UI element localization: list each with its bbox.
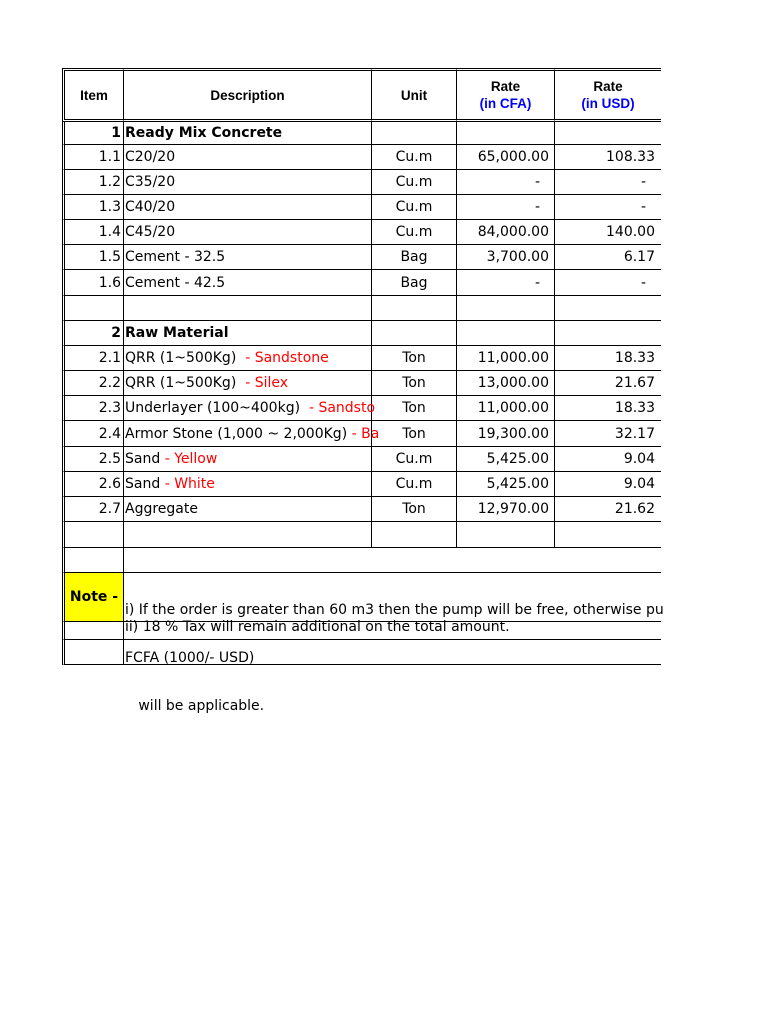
description-cell [124, 447, 372, 472]
description-text: C20/20 [125, 149, 176, 165]
rate-usd-text: 9.04 [623, 451, 655, 467]
rate-cfa-text: 65,000.00 [477, 149, 549, 165]
rate-cfa-cell [457, 195, 555, 220]
unit-cell [372, 220, 457, 245]
header-item-label: Item [80, 87, 108, 103]
table-row [62, 145, 661, 170]
description-text: Underlayer (100~400kg) [125, 400, 309, 416]
unit-text: Ton [402, 425, 426, 442]
table-row [62, 396, 661, 421]
rate-usd-text: 6.17 [623, 249, 655, 265]
unit-cell [372, 145, 457, 170]
item-cell [62, 296, 124, 321]
rate-usd-cell [555, 270, 661, 296]
rate-cfa-text: 12,970.00 [477, 501, 549, 517]
header-rate-usd-cell [555, 68, 661, 122]
blank-row [62, 296, 661, 321]
rate-usd-cell [555, 170, 661, 195]
unit-cell [372, 447, 457, 472]
table-row [62, 170, 661, 195]
rate-cfa-cell [457, 170, 555, 195]
rate-cfa-cell [457, 122, 555, 145]
item-cell [62, 640, 124, 665]
description-cell [124, 421, 380, 447]
item-text: 1 [111, 125, 121, 141]
item-cell [62, 245, 124, 270]
unit-cell [372, 346, 457, 371]
rate-usd-cell [555, 396, 661, 421]
unit-text: Ton [402, 375, 426, 391]
unit-cell [372, 122, 457, 145]
table-row [62, 472, 661, 497]
item-text: 2.6 [98, 476, 121, 492]
item-text: 1.2 [98, 174, 121, 190]
item-cell [62, 220, 124, 245]
item-text: 2.4 [98, 425, 121, 442]
description-cell [124, 245, 372, 270]
rate-usd-text: 108.33 [606, 149, 655, 165]
description-accent-text: - Ba [351, 425, 380, 442]
rate-usd-text: 18.33 [614, 350, 655, 366]
rate-cfa-cell [457, 396, 555, 421]
description-cell [124, 270, 372, 296]
table-row [62, 447, 661, 472]
unit-cell [372, 321, 457, 346]
section-row [62, 122, 661, 145]
description-cell [124, 195, 372, 220]
item-cell [62, 346, 124, 371]
rate-cfa-cell [457, 270, 555, 296]
rate-table [62, 68, 664, 714]
rate-usd-text: 21.67 [614, 375, 655, 391]
rate-cfa-cell [457, 296, 555, 321]
item-cell [62, 122, 124, 145]
table-row [62, 371, 661, 396]
description-cell [124, 346, 372, 371]
unit-text: Cu.m [395, 224, 433, 240]
rate-cfa-text: 11,000.00 [477, 350, 549, 366]
blank-row [62, 522, 661, 548]
rate-cfa-text: - [534, 174, 540, 190]
unit-cell [372, 371, 457, 396]
description-cell [124, 170, 372, 195]
note-label: Note - [69, 589, 119, 605]
unit-cell [372, 195, 457, 220]
description-cell [124, 497, 372, 522]
rate-usd-cell [555, 245, 661, 270]
item-text: 2.1 [98, 350, 121, 366]
header-description-label: Description [210, 87, 285, 103]
rate-cfa-text: 5,425.00 [486, 451, 549, 467]
rate-cfa-text: - [534, 199, 540, 215]
rate-usd-text: 140.00 [606, 224, 655, 240]
rate-usd-text: 9.04 [623, 476, 655, 492]
rate-cfa-text: - [534, 274, 540, 291]
item-cell [62, 170, 124, 195]
table-row [62, 497, 661, 522]
rate-cfa-cell [457, 145, 555, 170]
unit-cell [372, 396, 457, 421]
table-row [62, 195, 661, 220]
unit-text: Ton [402, 501, 426, 517]
header-rate-cfa-label: Rate [490, 79, 521, 94]
note-text-line: i) If the order is greater than 60 m3 then the pump will be free, otherwise pu [125, 602, 664, 618]
description-text: Raw Material [125, 325, 229, 341]
description-text: Aggregate [125, 501, 198, 517]
section-row [62, 321, 661, 346]
unit-cell [372, 270, 457, 296]
rate-cfa-text: 5,425.00 [486, 476, 549, 492]
rate-cfa-cell [457, 321, 555, 346]
description-text: Sand [125, 451, 165, 467]
rate-cfa-text: 13,000.00 [477, 375, 549, 391]
unit-cell [372, 245, 457, 270]
rate-cfa-text: 84,000.00 [477, 224, 549, 240]
unit-text: Cu.m [395, 174, 433, 190]
unit-text: Ton [402, 400, 426, 416]
description-text: Cement - 42.5 [125, 274, 226, 291]
description-cell [124, 472, 372, 497]
item-cell [62, 472, 124, 497]
rate-usd-cell [555, 497, 661, 522]
rate-usd-text: - [640, 174, 646, 190]
description-accent-text: - White [164, 476, 215, 492]
rate-usd-cell [555, 321, 661, 346]
rate-usd-cell [555, 195, 661, 220]
header-rate-usd-currency: (in USD) [581, 96, 635, 111]
item-text: 2.5 [98, 451, 121, 467]
description-text: QRR (1~500Kg) [125, 350, 246, 366]
rate-usd-text: 21.62 [614, 501, 655, 517]
header-description-cell [124, 68, 372, 122]
unit-text: Cu.m [395, 476, 433, 492]
note-text [125, 570, 664, 746]
description-accent-text: - Sandsto [308, 400, 376, 416]
note-text-line: will be applicable. [125, 698, 265, 714]
rate-cfa-text: 11,000.00 [477, 400, 549, 416]
rate-cfa-cell [457, 472, 555, 497]
table-row [62, 421, 661, 447]
rate-cfa-text: 3,700.00 [486, 249, 549, 265]
description-accent-text: - Sandstone [245, 350, 329, 366]
rate-cfa-cell [457, 220, 555, 245]
description-cell [124, 145, 372, 170]
rate-usd-text: 18.33 [614, 400, 655, 416]
description-accent-text: - Yellow [164, 451, 218, 467]
unit-text: Cu.m [395, 199, 433, 215]
note-text-line: ii) 18 % Tax will remain additional on the total amount. [125, 619, 510, 635]
description-text: C35/20 [125, 174, 176, 190]
header-unit-label: Unit [400, 87, 428, 103]
unit-cell [372, 472, 457, 497]
unit-text: Ton [402, 350, 426, 366]
header-item-cell [62, 68, 124, 122]
item-text: 2.7 [98, 501, 121, 517]
rate-usd-cell [555, 122, 661, 145]
rate-usd-cell [555, 145, 661, 170]
unit-cell [372, 421, 457, 447]
item-text: 1.5 [98, 249, 121, 265]
unit-text: Cu.m [395, 149, 433, 165]
description-text: Sand [125, 476, 165, 492]
table-row [62, 220, 661, 245]
description-text: C45/20 [125, 224, 176, 240]
item-text: 2.3 [98, 400, 121, 416]
table-row [62, 270, 661, 296]
item-text: 2.2 [98, 375, 121, 391]
item-cell [62, 497, 124, 522]
rate-usd-text: 32.17 [614, 425, 655, 442]
rate-usd-cell [555, 220, 661, 245]
item-cell [62, 447, 124, 472]
rate-usd-text: - [640, 274, 646, 291]
description-text: Armor Stone (1,000 ~ 2,000Kg) [125, 425, 352, 442]
item-cell [62, 421, 124, 447]
rate-cfa-cell [457, 421, 555, 447]
header-rate-cfa-cell [457, 68, 555, 122]
rate-cfa-cell [457, 245, 555, 270]
item-text: 1.3 [98, 199, 121, 215]
rate-usd-cell [555, 522, 661, 548]
rate-cfa-cell [457, 447, 555, 472]
rate-usd-text: - [640, 199, 646, 215]
item-cell [62, 548, 124, 573]
note-text-line: FCFA (1000/- USD) [125, 650, 255, 666]
table-body [62, 122, 661, 548]
description-cell [124, 396, 376, 421]
item-cell [62, 321, 124, 346]
description-cell [124, 122, 372, 145]
item-cell [62, 522, 124, 548]
description-accent-text: - Silex [245, 375, 289, 391]
item-cell [62, 195, 124, 220]
item-text: 1.4 [98, 224, 121, 240]
item-cell [62, 371, 124, 396]
rate-cfa-cell [457, 522, 555, 548]
item-cell [62, 396, 124, 421]
description-text: C40/20 [125, 199, 176, 215]
rate-usd-cell [555, 346, 661, 371]
header-unit-cell [372, 68, 457, 122]
item-text: 2 [111, 325, 121, 341]
description-cell [124, 296, 372, 321]
description-cell [124, 220, 372, 245]
rate-usd-cell [555, 421, 661, 447]
header-rate-usd-label: Rate [593, 79, 623, 94]
rate-cfa-text: 19,300.00 [477, 425, 549, 442]
description-cell [124, 371, 372, 396]
description-text: Ready Mix Concrete [125, 125, 283, 141]
table-row [62, 245, 661, 270]
description-cell [124, 321, 372, 346]
rate-cfa-cell [457, 371, 555, 396]
rate-usd-cell [555, 296, 661, 321]
rate-usd-cell [555, 472, 661, 497]
unit-cell [372, 497, 457, 522]
rate-cfa-cell [457, 346, 555, 371]
rate-cfa-cell [457, 497, 555, 522]
description-text: QRR (1~500Kg) [125, 375, 246, 391]
rate-usd-cell [555, 447, 661, 472]
item-cell [62, 615, 124, 640]
description-text: Cement - 32.5 [125, 249, 226, 265]
unit-cell [372, 522, 457, 548]
item-cell [62, 270, 124, 296]
unit-text: Cu.m [395, 451, 433, 467]
unit-text: Bag [400, 249, 428, 265]
item-text: 1.1 [98, 149, 121, 165]
unit-text: Bag [400, 274, 428, 291]
header-row [62, 68, 661, 122]
description-cell [124, 522, 372, 548]
rate-usd-cell [555, 371, 661, 396]
table-row [62, 346, 661, 371]
item-cell [62, 145, 124, 170]
item-text: 1.6 [98, 274, 121, 291]
unit-cell [372, 296, 457, 321]
header-rate-cfa-currency: (in CFA) [479, 96, 532, 111]
unit-cell [372, 170, 457, 195]
